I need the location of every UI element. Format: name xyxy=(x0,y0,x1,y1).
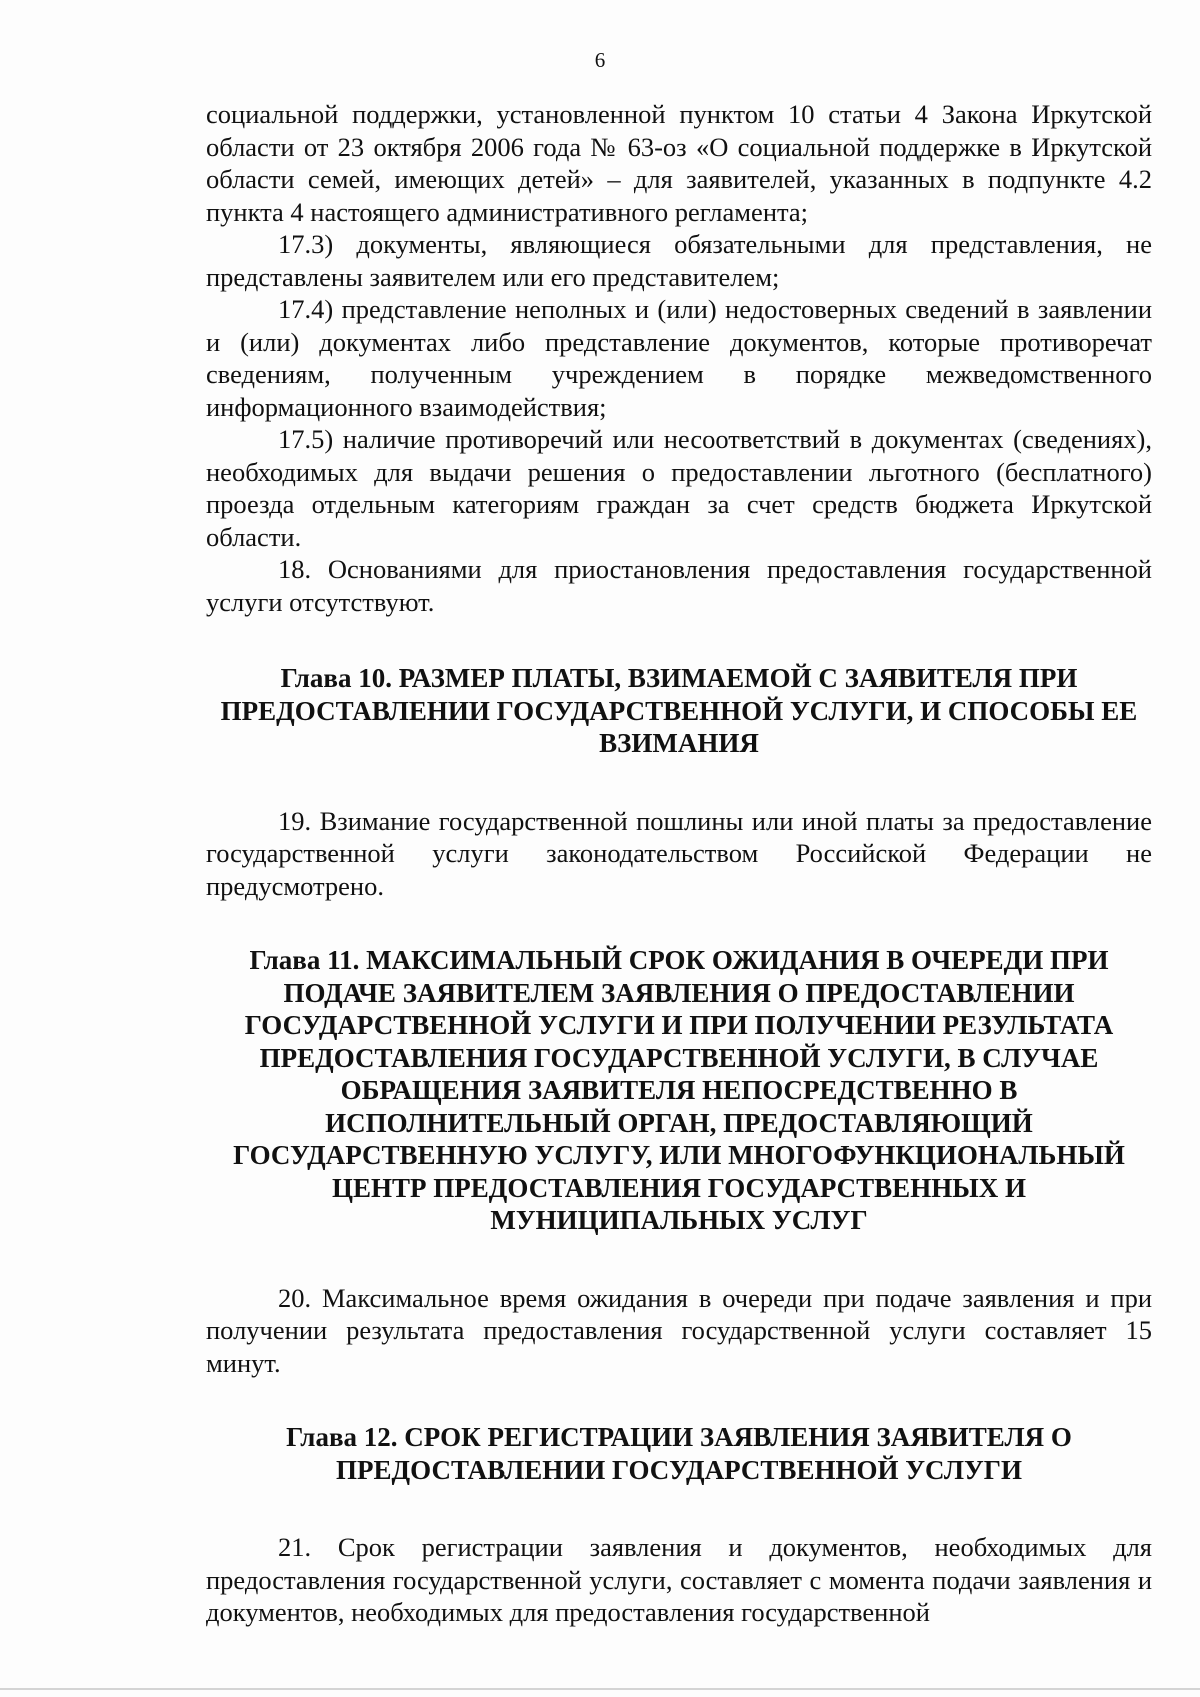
paragraph-17-4: 17.4) представление неполных и (или) недостоверных сведений в заявлении и (или) документах либо представление документов, которые противоречат сведениям, полученным учреждением в порядке межведомственного информационного взаимодействия; xyxy=(206,294,1152,422)
paragraph-18: 18. Основаниями для приостановления предоставления государственной услуги отсутствуют. xyxy=(206,554,1152,617)
paragraph-19: 19. Взимание государственной пошлины или иной платы за предоставление государственной услуги законодательством Российской Федерации не предусмотрено. xyxy=(206,805,1152,901)
chapter-10-heading: Глава 10. РАЗМЕР ПЛАТЫ, ВЗИМАЕМОЙ С ЗАЯВИТЕЛЯ ПРИ ПРЕДОСТАВЛЕНИИ ГОСУДАРСТВЕННОЙ УСЛУГИ, И СПОСОБЫ ЕЕ ВЗИМАНИЯ xyxy=(220,663,1138,758)
page-number: 6 xyxy=(594,48,606,72)
paragraph-17-3: 17.3) документы, являющиеся обязательными для представления, не представлены заявителем или его представителем; xyxy=(206,229,1152,292)
paragraph-21: 21. Срок регистрации заявления и документов, необходимых для предоставления государственной услуги, составляет с момента подачи заявления и документов, необходимых для предоставления государственной xyxy=(206,1532,1152,1627)
paragraph-20: 20. Максимальное время ожидания в очереди при подаче заявления и при получении результата предоставления государственной услуги составляет 15 минут. xyxy=(206,1282,1152,1378)
paragraph-17-5: 17.5) наличие противоречий или несоответствий в документах (сведениях), необходимых для выдачи решения о предоставлении льготного (бесплатного) проезда отдельным категориям граждан за счет средств бюджета Иркутской области. xyxy=(206,424,1152,552)
chapter-12-heading: Глава 12. СРОК РЕГИСТРАЦИИ ЗАЯВЛЕНИЯ ЗАЯВИТЕЛЯ О ПРЕДОСТАВЛЕНИИ ГОСУДАРСТВЕННОЙ УСЛУГИ xyxy=(286,1422,1072,1485)
scan-edge-line xyxy=(0,1688,1200,1690)
paragraph-continuation: социальной поддержки, установленной пунктом 10 статьи 4 Закона Иркутской области от 23 октября 2006 года № 63-оз «О социальной поддержке в Иркутской области семей, имеющих детей» – для заявителей, указанных в подпункте 4.2 пункта 4 настоящего административного регламента; xyxy=(206,99,1152,227)
document-body xyxy=(206,98,1152,1629)
chapter-11-heading: Глава 11. МАКСИМАЛЬНЫЙ СРОК ОЖИДАНИЯ В ОЧЕРЕДИ ПРИ ПОДАЧЕ ЗАЯВИТЕЛЕМ ЗАЯВЛЕНИЯ О ПРЕДОСТАВЛЕНИИ ГОСУДАРСТВЕННОЙ УСЛУГИ И ПРИ ПОЛУЧЕНИИ РЕЗУЛЬТАТА ПРЕДОСТАВЛЕНИЯ ГОСУДАРСТВЕННОЙ УСЛУГИ, В СЛУЧАЕ ОБРАЩЕНИЯ ЗАЯВИТЕЛЯ НЕПОСРЕДСТВЕННО В ИСПОЛНИТЕЛЬНЫЙ ОРГАН, ПРЕДОСТАВЛЯЮЩИЙ ГОСУДАРСТВЕННУЮ УСЛУГУ, ИЛИ МНОГОФУНКЦИОНАЛЬНЫЙ ЦЕНТР ПРЕДОСТАВЛЕНИЯ ГОСУДАРСТВЕННЫХ И МУНИЦИПАЛЬНЫХ УСЛУГ xyxy=(233,945,1125,1235)
